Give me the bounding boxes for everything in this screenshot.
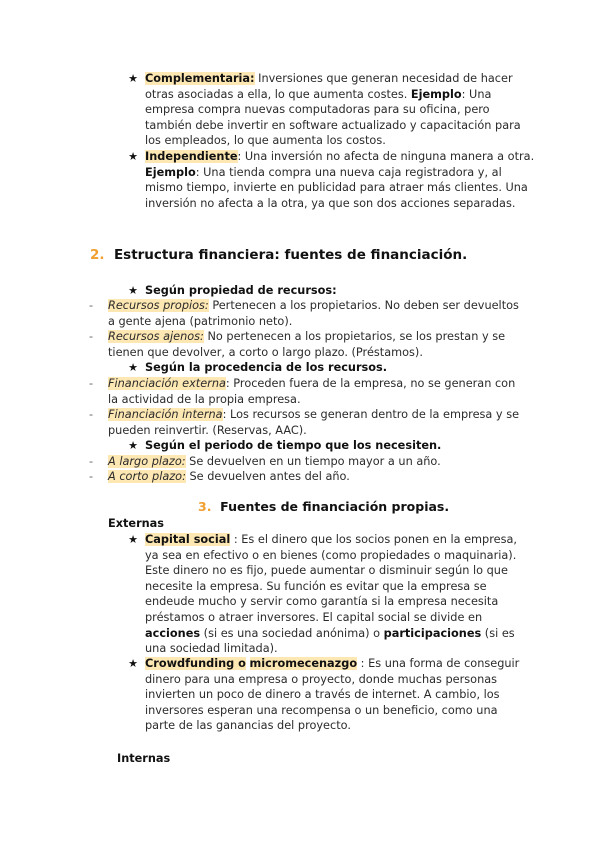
bullet-complementaria — [145, 71, 537, 149]
list-item — [108, 298, 528, 329]
externas-label: Externas — [108, 517, 165, 530]
dash-bullet-icon: - — [89, 408, 94, 421]
dash-bullet-icon: - — [89, 377, 94, 390]
dash-bullet-icon: - — [89, 470, 94, 483]
star-bullet-icon: ★ — [128, 150, 138, 163]
term-complementaria: Complementaria: — [145, 72, 255, 85]
section-title: Fuentes de financiación propias. — [220, 499, 450, 514]
bullet-crowdfunding — [145, 656, 531, 734]
term-crowdfunding: Crowdfunding o — [145, 657, 246, 670]
item-term: Recursos propios: — [108, 299, 209, 312]
star-bullet-icon: ★ — [128, 361, 138, 374]
star-bullet-icon: ★ — [128, 657, 138, 670]
item-text: Se devuelven en un tiempo mayor a un año. — [185, 455, 441, 468]
term-independiente: Independiente — [145, 150, 238, 163]
list-item — [108, 407, 528, 438]
group-title: Según propiedad de recursos: — [145, 284, 337, 297]
item-text: Pertenecen a los propietarios. No deben ser devueltos a gente ajena (patrimonio neto). — [108, 299, 519, 328]
bullet-capital-social — [145, 532, 531, 657]
internas-label: Internas — [117, 752, 171, 765]
item-text: Se devuelven antes del año. — [185, 470, 350, 483]
term-micromecenazgo: micromecenazgo — [249, 657, 358, 670]
item-text: : Proceden fuera de la empresa, no se generan con la actividad de la propia empresa. — [108, 377, 516, 406]
item-term: A corto plazo: — [108, 470, 186, 483]
star-bullet-icon: ★ — [128, 72, 138, 85]
item-text: No pertenecen a los propietarios, se los prestan y se tienen que devolver, a corto o largo plazo. (Préstamos). — [108, 330, 506, 359]
star-bullet-icon: ★ — [128, 439, 138, 452]
example-label: Ejemplo — [145, 165, 196, 179]
section-title: Estructura financiera: fuentes de financiación. — [113, 247, 468, 263]
item-term: A largo plazo: — [108, 455, 186, 468]
term-capital-social: Capital social — [145, 533, 231, 546]
bullet-text: : Una inversión no afecta de ninguna manera a otra. — [237, 150, 535, 163]
dash-bullet-icon: - — [89, 455, 94, 468]
bullet-text: (si es una sociedad limitada). — [145, 626, 515, 656]
list-item — [108, 454, 528, 470]
bullet-text: : Una empresa compra nuevas computadoras para su oficina, pero también debe invertir en software actualizado y capacitación para los empleados, lo que aumenta los costos. — [145, 87, 521, 148]
item-term: Financiación interna — [108, 408, 223, 421]
group-title: Según el periodo de tiempo que los necesiten. — [145, 439, 442, 452]
list-item — [108, 329, 528, 360]
dash-bullet-icon: - — [89, 330, 94, 343]
list-item — [108, 469, 528, 485]
dash-bullet-icon: - — [89, 299, 94, 312]
bullet-text: : Es el dinero que los socios ponen en la empresa, ya sea en efectivo o en bienes (como propiedades o maquinaria). Este dinero no es fijo, puede aumentar o disminuir según lo que necesite la empresa. Su función es evitar que la empresa se endeude mucho y servir como garantía si la empresa necesita préstamos o atraer inversores. El capital social se divide en — [145, 533, 517, 624]
bullet-independiente — [145, 149, 537, 211]
bullet-text: (si es una sociedad anónima) o — [200, 626, 384, 640]
example-label: Ejemplo — [410, 87, 462, 101]
term-participaciones: participaciones — [383, 626, 482, 640]
item-text: : Los recursos se generan dentro de la empresa y se pueden reinvertir. (Reservas, AAC). — [108, 408, 520, 437]
section-2-heading — [90, 248, 467, 264]
star-bullet-icon: ★ — [128, 284, 138, 297]
bullet-text: Inversiones que generan necesidad de hacer otras asociadas a ella, lo que aumenta costes. — [145, 72, 513, 101]
term-acciones: acciones — [145, 626, 201, 640]
section-number: 2. — [90, 247, 105, 263]
list-item — [108, 376, 528, 407]
bullet-text: : Una tienda compra una nueva caja registradora y, al mismo tiempo, invierte en publicidad para atraer más clientes. Una inversión no afecta a la otra, ya que son dos acciones separadas. — [145, 165, 528, 210]
group-title: Según la procedencia de los recursos. — [145, 361, 388, 374]
item-term: Recursos ajenos: — [108, 330, 204, 343]
bullet-text: : Es una forma de conseguir dinero para una empresa o proyecto, donde muchas personas invierten un poco de dinero a través de internet. A cambio, los inversores esperan una recompensa o un beneficio, como una parte de las ganancias del proyecto. — [145, 657, 520, 733]
star-bullet-icon: ★ — [128, 533, 138, 546]
section-number: 3. — [198, 499, 212, 514]
item-term: Financiación externa — [108, 377, 226, 390]
section-3-heading — [198, 499, 449, 515]
